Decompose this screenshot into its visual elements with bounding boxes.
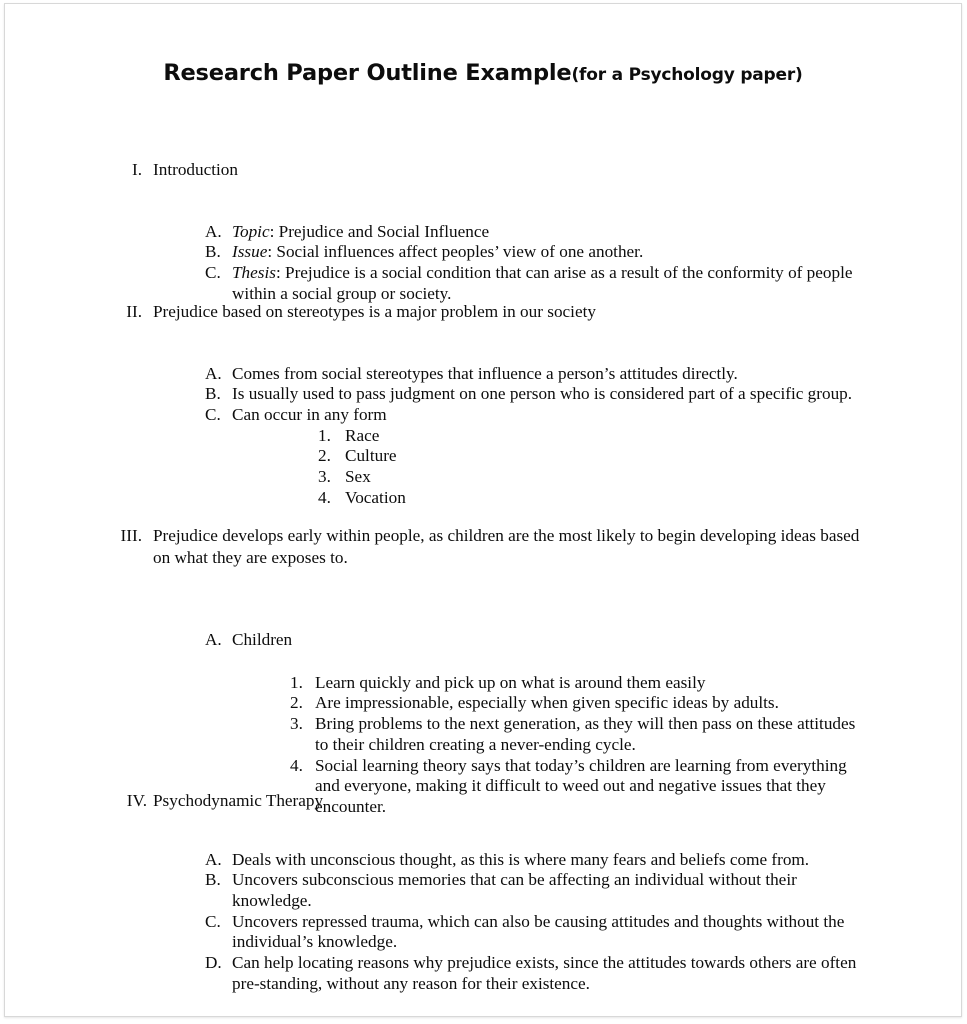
item-marker: B.	[205, 870, 221, 890]
subitem-marker: 3.	[290, 714, 303, 734]
section-items	[5, 850, 961, 995]
outline-subitem	[5, 467, 961, 488]
item-text: Uncovers repressed trauma, which can also be causing attitudes and thoughts without the individual’s knowledge.	[232, 911, 845, 952]
section-numeral: I.	[131, 160, 142, 179]
item-text: Can occur in any form	[232, 404, 387, 424]
outline-section	[5, 525, 961, 818]
subitem-text: Social learning theory says that today’s children are learning from everything and everyone, making it difficult to weed out and negative issues that they encounter.	[315, 755, 847, 816]
section-numeral: IV.	[126, 791, 147, 810]
subitem-text: Sex	[345, 467, 371, 487]
item-text: Uncovers subconscious memories that can be affecting an individual without their knowledge.	[232, 870, 797, 910]
subitem-marker: 2.	[290, 693, 303, 713]
item-marker: A.	[205, 849, 222, 869]
outline-subitem	[5, 714, 961, 755]
section-heading	[5, 159, 961, 181]
page-title	[5, 60, 961, 86]
item-text: Deals with unconscious thought, as this is where many fears and beliefs come from.	[232, 849, 810, 869]
item-marker: B.	[205, 384, 221, 404]
item-term: Topic	[232, 221, 270, 241]
outline-item	[5, 263, 961, 304]
subitem-marker: 4.	[290, 755, 303, 775]
outline-subitem	[5, 446, 961, 467]
item-marker: C.	[205, 262, 221, 282]
item-text: Comes from social stereotypes that influence a person’s attitudes directly.	[232, 363, 738, 383]
section-items	[5, 222, 961, 305]
item-marker: C.	[205, 911, 221, 931]
outline-subitem	[5, 488, 961, 509]
outline-item	[5, 364, 961, 385]
page-title-main: Research Paper Outline Example	[163, 60, 572, 86]
section-heading	[5, 301, 961, 323]
subitem-text: Culture	[345, 446, 397, 466]
section-items	[5, 364, 961, 509]
item-marker: A.	[205, 363, 222, 383]
subitem-marker: 1.	[318, 425, 331, 445]
subitem-marker: 4.	[318, 487, 331, 507]
item-text: Topic: Prejudice and Social Influence	[232, 221, 490, 241]
item-text: Thesis: Prejudice is a social condition that can arise as a result of the conformity of people within a social group or society.	[232, 262, 853, 303]
item-text: Can help locating reasons why prejudice exists, since the attitudes towards others are often pre-standing, without any reason for their existence.	[232, 953, 857, 993]
section-heading	[5, 790, 961, 812]
outline-subitem	[5, 693, 961, 714]
outline-item	[5, 850, 961, 871]
section-heading-text: Psychodynamic Therapy	[153, 791, 324, 810]
subitem-marker: 2.	[318, 446, 331, 466]
item-text: Children	[232, 630, 293, 649]
subitem-marker: 1.	[290, 672, 303, 692]
subitem-text: Bring problems to the next generation, as they will then pass on these attitudes to their children creating a never-ending cycle.	[315, 714, 856, 754]
item-text: Is usually used to pass judgment on one person who is considered part of a specific group.	[232, 384, 853, 404]
subitem-marker: 3.	[318, 467, 331, 487]
outline-item	[5, 222, 961, 243]
subitem-text: Learn quickly and pick up on what is around them easily	[315, 672, 706, 692]
outline-subitem	[5, 426, 961, 447]
section-heading	[5, 525, 961, 568]
document-page	[4, 3, 962, 1017]
outline-subitem	[5, 673, 961, 694]
section-heading-text: Prejudice based on stereotypes is a major problem in our society	[153, 302, 596, 321]
outline-subitems	[5, 426, 961, 509]
item-marker: A.	[205, 630, 222, 649]
subitem-text: Vocation	[345, 487, 406, 507]
item-marker: B.	[205, 242, 221, 262]
outline-item	[5, 384, 961, 405]
subitem-text: Are impressionable, especially when given specific ideas by adults.	[315, 693, 779, 713]
section-heading-text: Introduction	[153, 160, 238, 179]
page-title-subtitle: (for a Psychology paper)	[571, 65, 803, 85]
subitem-text: Race	[345, 425, 380, 445]
outline-item	[5, 405, 961, 426]
item-term: Thesis	[232, 262, 276, 282]
outline-item	[5, 870, 961, 911]
section-numeral: II.	[126, 302, 142, 321]
item-marker: A.	[205, 221, 222, 241]
section-heading-text: Prejudice develops early within people, as children are the most likely to begin developing ideas based on what they are exposes to.	[153, 526, 860, 567]
item-marker: C.	[205, 404, 221, 424]
outline-section	[5, 301, 961, 508]
outline-section	[5, 790, 961, 994]
outline-section	[5, 159, 961, 304]
outline-item	[5, 630, 961, 651]
outline-item	[5, 912, 961, 953]
document-body	[5, 4, 961, 1016]
outline-item	[5, 242, 961, 263]
item-marker: D.	[205, 953, 222, 973]
section-numeral: III.	[120, 526, 142, 545]
item-term: Issue	[232, 242, 268, 262]
outline-item	[5, 953, 961, 994]
item-text: Issue: Social influences affect peoples’ view of one another.	[232, 242, 644, 262]
